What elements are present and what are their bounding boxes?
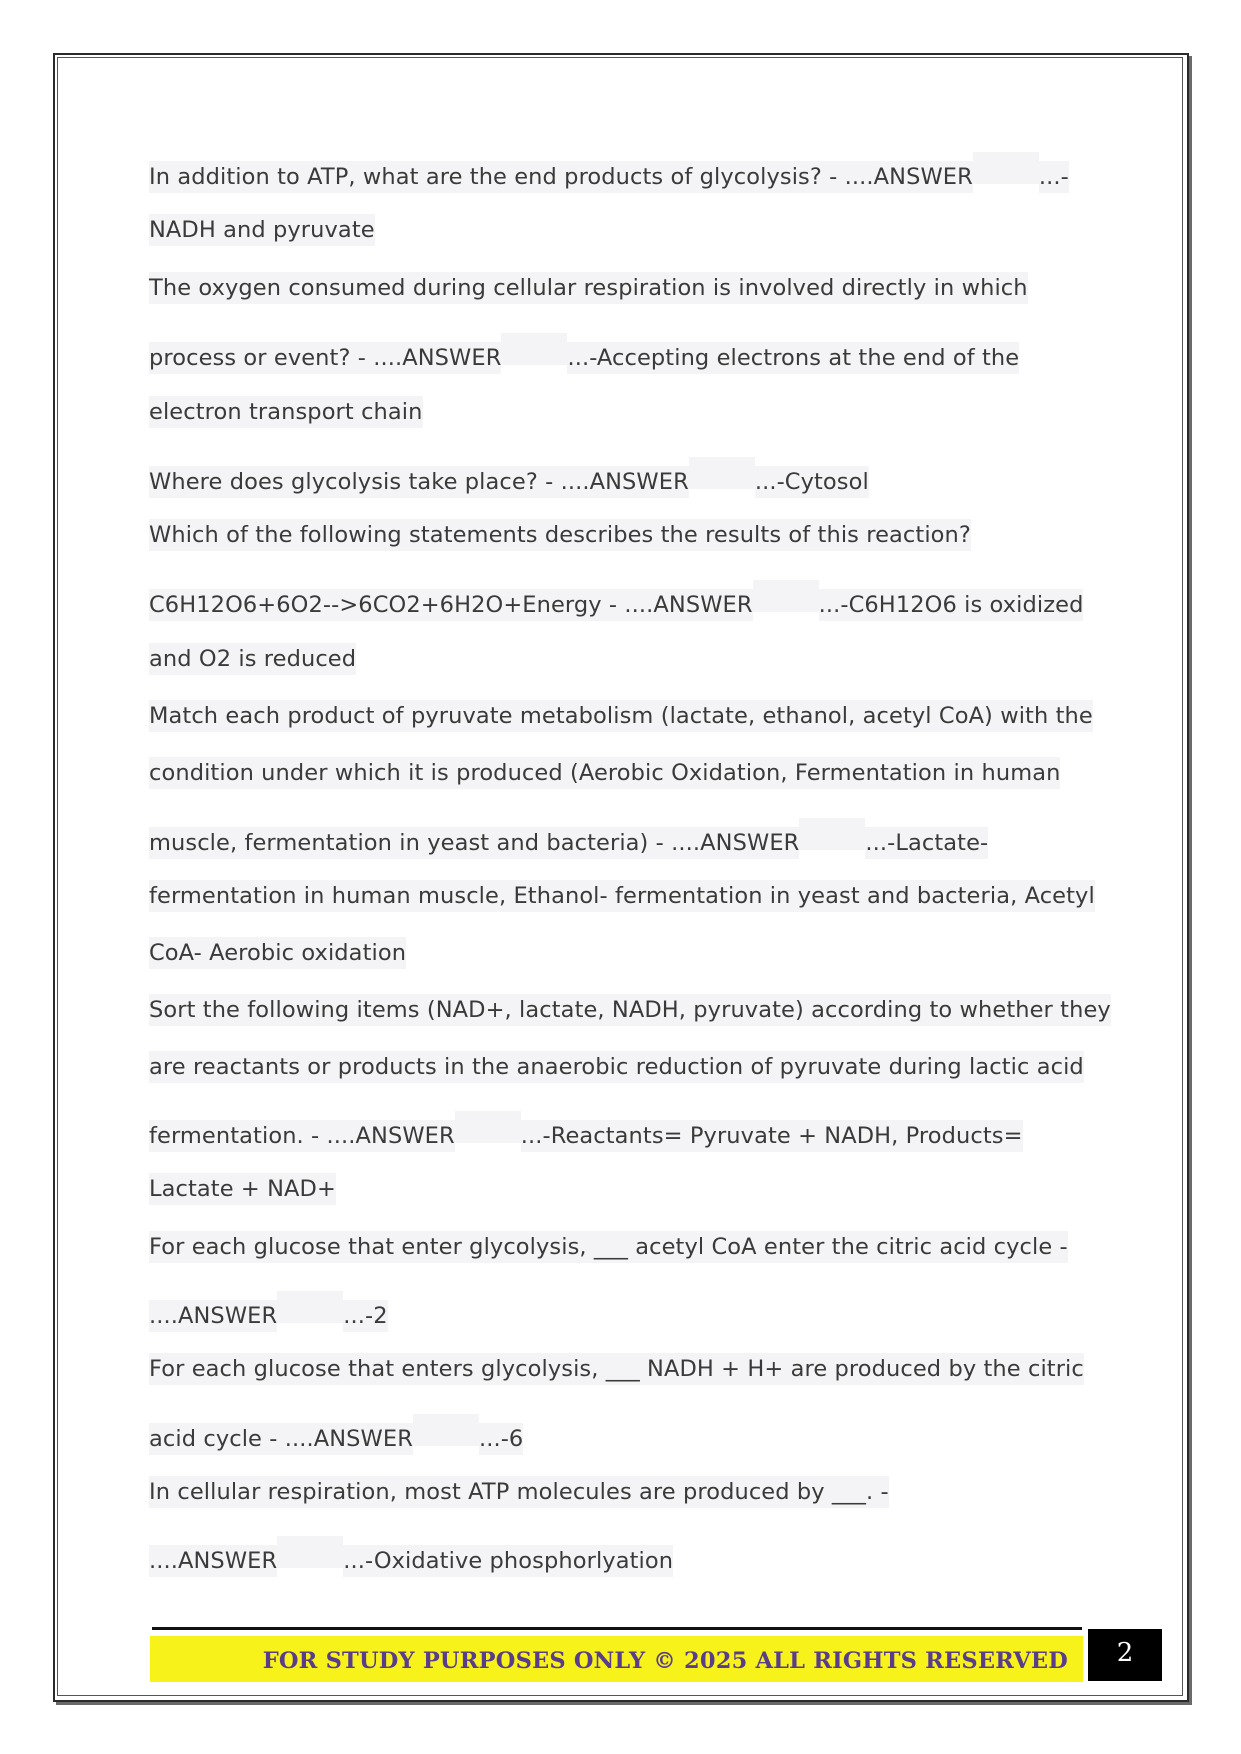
text-segment: ...-2 (343, 1300, 387, 1332)
text-line (149, 880, 1095, 912)
text-segment: fermentation. - ....ANSWER (149, 1120, 455, 1152)
footer-copyright-notice: FOR STUDY PURPOSES ONLY © 2025 ALL RIGHTS RESERVED (262, 1648, 1068, 1674)
text-segment: electron transport chain (149, 396, 423, 428)
answer-gap (753, 580, 819, 612)
answer-gap (455, 1111, 521, 1143)
text-line (149, 757, 1060, 789)
text-line (149, 333, 1020, 371)
text-line (149, 152, 1069, 190)
footer-rule (152, 1627, 1082, 1630)
text-segment: ...-Reactants= Pyruvate + NADH, Products= (521, 1120, 1023, 1152)
text-line (149, 818, 989, 856)
text-line (149, 214, 375, 246)
text-segment: C6H12O6+6O2-->6CO2+6H2O+Energy - ....ANSWER (149, 589, 753, 621)
text-segment: ...- (1039, 161, 1069, 193)
text-segment: ...-Oxidative phosphorlyation (343, 1545, 673, 1577)
text-segment: ...-Cytosol (755, 466, 869, 498)
text-line (149, 1051, 1084, 1083)
answer-gap (799, 818, 865, 850)
text-line (149, 643, 356, 675)
answer-gap (689, 457, 755, 489)
text-segment: ...-C6H12O6 is oxidized (819, 589, 1084, 621)
answer-gap (277, 1291, 343, 1323)
text-segment: ....ANSWER (149, 1300, 277, 1332)
text-segment: acid cycle - ....ANSWER (149, 1423, 413, 1455)
text-segment: Lactate + NAD+ (149, 1173, 336, 1205)
text-line (149, 1231, 1068, 1263)
page-number: 2 (1088, 1629, 1162, 1681)
text-line (149, 1111, 1023, 1149)
text-segment: and O2 is reduced (149, 643, 356, 675)
text-segment: ....ANSWER (149, 1545, 277, 1577)
text-segment: In cellular respiration, most ATP molecules are produced by ___. - (149, 1476, 889, 1508)
text-line (149, 272, 1028, 304)
text-segment: CoA- Aerobic oxidation (149, 937, 406, 969)
answer-gap (413, 1414, 479, 1446)
text-line (149, 700, 1093, 732)
text-segment: ...-6 (479, 1423, 523, 1455)
text-line (149, 1414, 524, 1452)
answer-gap (973, 152, 1039, 184)
text-segment: Which of the following statements describes the results of this reaction? (149, 519, 971, 551)
text-segment: Sort the following items (NAD+, lactate, NADH, pyruvate) according to whether they (149, 994, 1111, 1026)
text-segment: In addition to ATP, what are the end products of glycolysis? - ....ANSWER (149, 161, 973, 193)
text-segment: The oxygen consumed during cellular respiration is involved directly in which (149, 272, 1028, 304)
text-segment: muscle, fermentation in yeast and bacteria) - ....ANSWER (149, 827, 799, 859)
text-line (149, 457, 869, 495)
text-segment: are reactants or products in the anaerobic reduction of pyruvate during lactic acid (149, 1051, 1084, 1083)
text-segment: Match each product of pyruvate metabolism (lactate, ethanol, acetyl CoA) with the (149, 700, 1093, 732)
text-line (149, 1536, 674, 1574)
text-segment: Where does glycolysis take place? - ....ANSWER (149, 466, 689, 498)
text-line (149, 994, 1111, 1026)
text-line (149, 1173, 336, 1205)
text-segment: condition under which it is produced (Aerobic Oxidation, Fermentation in human (149, 757, 1060, 789)
text-segment: fermentation in human muscle, Ethanol- fermentation in yeast and bacteria, Acetyl (149, 880, 1095, 912)
text-line (149, 519, 971, 551)
text-line (149, 396, 423, 428)
answer-gap (501, 333, 567, 365)
text-segment: NADH and pyruvate (149, 214, 375, 246)
text-line (149, 1476, 889, 1508)
text-line (149, 937, 406, 969)
text-segment: ...-Accepting electrons at the end of the (567, 342, 1019, 374)
text-segment: For each glucose that enter glycolysis, ___ acetyl CoA enter the citric acid cycle - (149, 1231, 1068, 1263)
text-line (149, 580, 1084, 618)
text-segment: For each glucose that enters glycolysis, ___ NADH + H+ are produced by the citric (149, 1353, 1084, 1385)
answer-gap (277, 1536, 343, 1568)
text-line (149, 1291, 388, 1329)
text-segment: ...-Lactate- (865, 827, 988, 859)
text-segment: process or event? - ....ANSWER (149, 342, 501, 374)
text-line (149, 1353, 1084, 1385)
